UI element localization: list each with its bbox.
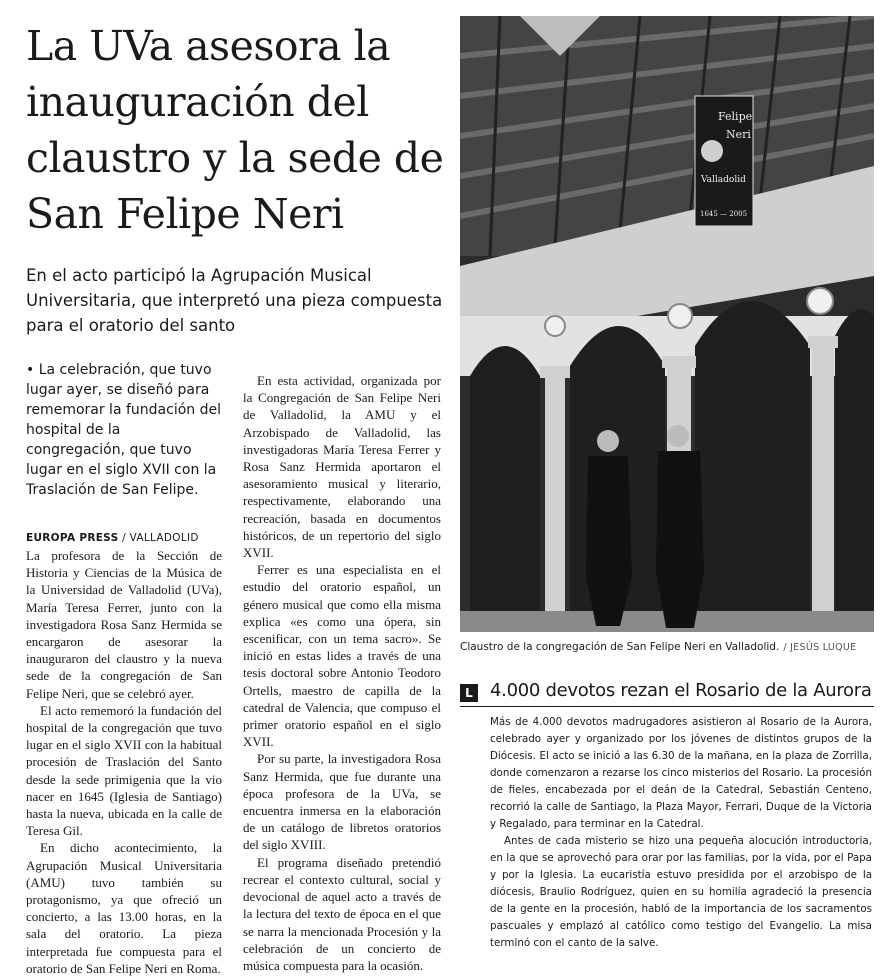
byline-location: / VALLADOLID bbox=[118, 532, 199, 544]
paragraph: En dicho acontecimiento, la Agrupación Musical Universitaria (AMU) tuvo también su protagonismo, ya que ofreció un concierto, a las 13.00 horas, en la sala del oratorio. La pieza interpretada fue compuesta para el oratorio de San Felipe Neri en Roma. bbox=[26, 840, 222, 976]
banner-line1: Felipe bbox=[718, 110, 753, 123]
paragraph: La profesora de la Sección de Historia y Ciencias de la Música de la Universidad de Valladolid (UVa), María Teresa Ferrer, junto con la investigadora Rosa Sanz Hermida se encargaron de asesorar la inauguraron del claustro y la nueva sede de la congregación de San Felipe Neri, que se celebró ayer. bbox=[26, 548, 222, 701]
brief-body bbox=[490, 714, 872, 952]
banner-city: Valladolid bbox=[701, 175, 746, 185]
byline bbox=[26, 532, 226, 544]
caption-text: Claustro de la congregación de San Felipe Neri en Valladolid. bbox=[460, 641, 780, 653]
lead-summary: • La celebración, que tuvo lugar ayer, se diseñó para rememorar la fundación del hospital de la congregación, que tuvo lugar en el siglo XVII con la Traslación de San Felipe. bbox=[26, 362, 221, 498]
photo-caption bbox=[460, 641, 874, 653]
headline: La UVa asesora la inauguración del claustro y la sede de San Felipe Neri bbox=[26, 22, 444, 238]
brief-divider bbox=[460, 706, 874, 707]
byline-agency: EUROPA PRESS bbox=[26, 532, 119, 544]
paragraph: En esta actividad, organizada por la Congregación de San Felipe Neri de Valladolid, la AMU y el Arzobispado de Valladolid, las investigadoras María Teresa Ferrer y Rosa Sanz Hermida aportaron el asesoramiento musical y literario, respectivamente, elaborando una recreación, basada en documentos históricos, de un repertorio del siglo XVII. bbox=[243, 373, 441, 561]
banner-line2: Neri bbox=[726, 128, 751, 141]
brief-paragraph: Más de 4.000 devotos madrugadores asistieron al Rosario de la Aurora, celebrado ayer y organizado por los jóvenes de distintos grupos de la Diócesis. El acto se inició a las 6.30 de la mañana, en la plaza de Zorrilla, donde comenzaron a rezarse los cinco misterios del Rosario. La procesión de fieles, encabezada por el deán de la Catedral, Sebastián Centeno, recorrió la calle de Santiago, la Plaza Mayor, Ferrari, Duque de la Victoria y Regalado, para terminar en la Catedral. bbox=[490, 716, 872, 830]
photo-credit: / JESÚS LUQUE bbox=[783, 642, 857, 653]
brief-icon: L bbox=[460, 684, 478, 702]
cloister-photo bbox=[460, 16, 874, 632]
banner-years: 1645 — 2005 bbox=[700, 210, 748, 218]
brief-title: 4.000 devotos rezan el Rosario de la Aurora bbox=[490, 680, 872, 701]
paragraph: Por su parte, la investigadora Rosa Sanz Hermida, que fue durante una época profesora de la UVa, se encuentra inmersa en la elaboración de un catálogo de libretos oratorios del siglo XVIII. bbox=[243, 751, 441, 853]
paragraph: El programa diseñado pretendió recrear el contexto cultural, social y devocional de aquel acto a través de la lectura del texto de época en el que se narra la mencionada Procesión y la celebración de un concierto de música compuesta para la ocasión. bbox=[243, 854, 441, 973]
subheadline: En el acto participó la Agrupación Musical Universitaria, que interpretó una pieza compuesta para el oratorio del santo bbox=[26, 266, 443, 335]
brief-paragraph: Antes de cada misterio se hizo una pequeña alocución introductoria, en la que se aprovechó para orar por las familias, por la vida, por el Papa y por la Iglesia. La eucaristía estuvo presidida por el arzobispo de la diócesis, Braulio Rodríguez, quien en su homilía agradeció la presencia de la gente en la procesión, habló de la importancia de los sacramentos pascuales y emplazó al católico como testigo del Evangelio. La misa terminó con el canto de la salve. bbox=[490, 835, 872, 949]
article-column-1 bbox=[26, 547, 222, 977]
paragraph: El acto rememoró la fundación del hospital de la congregación que tuvo lugar en el siglo XVII con la habitual procesión de Traslación del Santo desde la sede primigenia que la vio nacer en 1645 (Iglesia de Santiago) hasta la nueva, ubicada en la calle de Teresa Gil. bbox=[26, 702, 222, 839]
paragraph: Ferrer es una especialista en el estudio del oratorio español, un género musical que como ella misma explica «es como una ópera, sin escenificar, con un tema sacro». Se inició en estas lides a través de una tesis doctoral sobre Antonio Teodoro Ortells, maestro de capilla de la catedral de Valencia, que compuso el primer oratorio español en el siglo XVII. bbox=[243, 562, 441, 750]
article-column-2 bbox=[243, 372, 441, 974]
